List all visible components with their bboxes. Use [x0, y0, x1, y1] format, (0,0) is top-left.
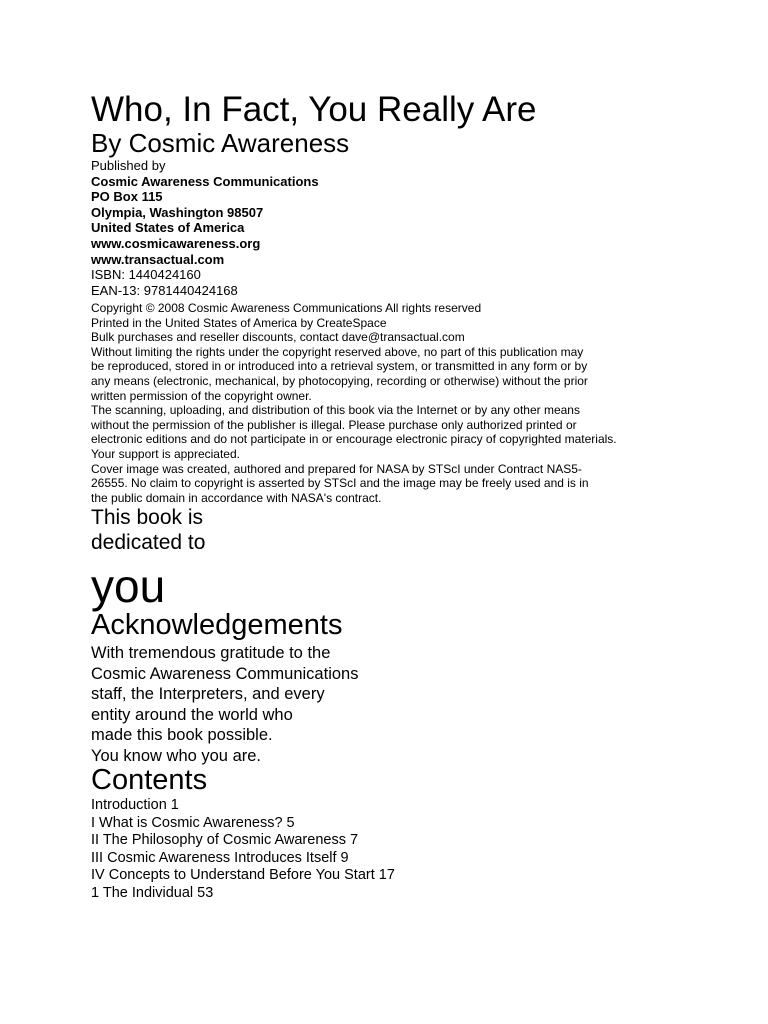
acknowledgements-line: staff, the Interpreters, and every	[91, 685, 325, 703]
legal-line: Cover image was created, authored and prepared for NASA by STScI under Contract NAS5-	[91, 461, 582, 476]
book-byline: By Cosmic Awareness	[91, 128, 350, 158]
book-title: Who, In Fact, You Really Are	[91, 90, 537, 129]
published-by-label: Published by	[91, 158, 166, 173]
acknowledgements-line: You know who you are.	[91, 746, 262, 765]
legal-line: any means (electronic, mechanical, by photocopying, recording or otherwise) without the prior	[91, 373, 588, 388]
legal-line: The scanning, uploading, and distribution of this book via the Internet or by any other means	[91, 403, 580, 418]
acknowledgements-line: With tremendous gratitude to the	[91, 644, 331, 662]
dedication-you: you	[91, 560, 166, 612]
legal-line: electronic editions and do not participate in or encourage electronic piracy of copyrighted materials.	[91, 432, 617, 447]
legal-line: be reproduced, stored in or introduced into a retrieval system, or transmitted in any form or by	[91, 359, 588, 374]
publisher-name: Cosmic Awareness Communications	[91, 173, 319, 189]
legal-line: 26555. No claim to copyright is asserted by STScI and the image may be freely used and is in	[91, 476, 589, 491]
publisher-website-1: www.cosmicawareness.org	[91, 235, 261, 251]
legal-line: Your support is appreciated.	[91, 446, 240, 461]
contents-heading: Contents	[91, 764, 208, 796]
legal-line: Without limiting the rights under the copyright reserved above, no part of this publication may	[91, 344, 584, 359]
acknowledgements-line: Cosmic Awareness Communications	[91, 664, 359, 683]
dedication-line: This book is	[91, 506, 204, 529]
ean-line: EAN-13: 9781440424168	[91, 282, 238, 298]
legal-line: the public domain in accordance with NASA's contract.	[91, 490, 382, 505]
acknowledgements-heading: Acknowledgements	[91, 609, 343, 641]
dedication-line: dedicated to	[91, 531, 206, 554]
publisher-info	[91, 158, 319, 298]
publisher-country: United States of America	[91, 220, 245, 236]
toc-entry: Introduction 1	[91, 797, 179, 813]
publisher-city: Olympia, Washington 98507	[91, 204, 264, 220]
publisher-po-box: PO Box 115	[91, 189, 163, 205]
toc-entry: IV Concepts to Understand Before You Start 17	[91, 867, 395, 884]
legal-line: Printed in the United States of America by CreateSpace	[91, 315, 387, 330]
legal-line: Bulk purchases and reseller discounts, contact dave@transactual.com	[91, 330, 465, 345]
toc-entry: III Cosmic Awareness Introduces Itself 9	[91, 849, 349, 866]
isbn-line: ISBN: 1440424160	[91, 267, 201, 283]
toc-entry: I What is Cosmic Awareness? 5	[91, 814, 295, 831]
acknowledgements-line: made this book possible.	[91, 726, 273, 744]
legal-line: without the permission of the publisher is illegal. Please purchase only authorized printed or	[91, 417, 577, 432]
acknowledgements-text	[91, 643, 358, 766]
acknowledgements-line: entity around the world who	[91, 705, 293, 724]
legal-line: Copyright © 2008 Cosmic Awareness Communications All rights reserved	[91, 301, 482, 315]
toc-entry: II The Philosophy of Cosmic Awareness 7	[91, 832, 359, 849]
dedication	[91, 505, 205, 555]
toc-entry: 1 The Individual 53	[91, 884, 214, 901]
legal-line: written permission of the copyright owner.	[91, 388, 312, 403]
publisher-website-2: www.transactual.com	[91, 251, 225, 267]
copyright-notice	[91, 301, 651, 505]
table-of-contents	[91, 797, 395, 903]
